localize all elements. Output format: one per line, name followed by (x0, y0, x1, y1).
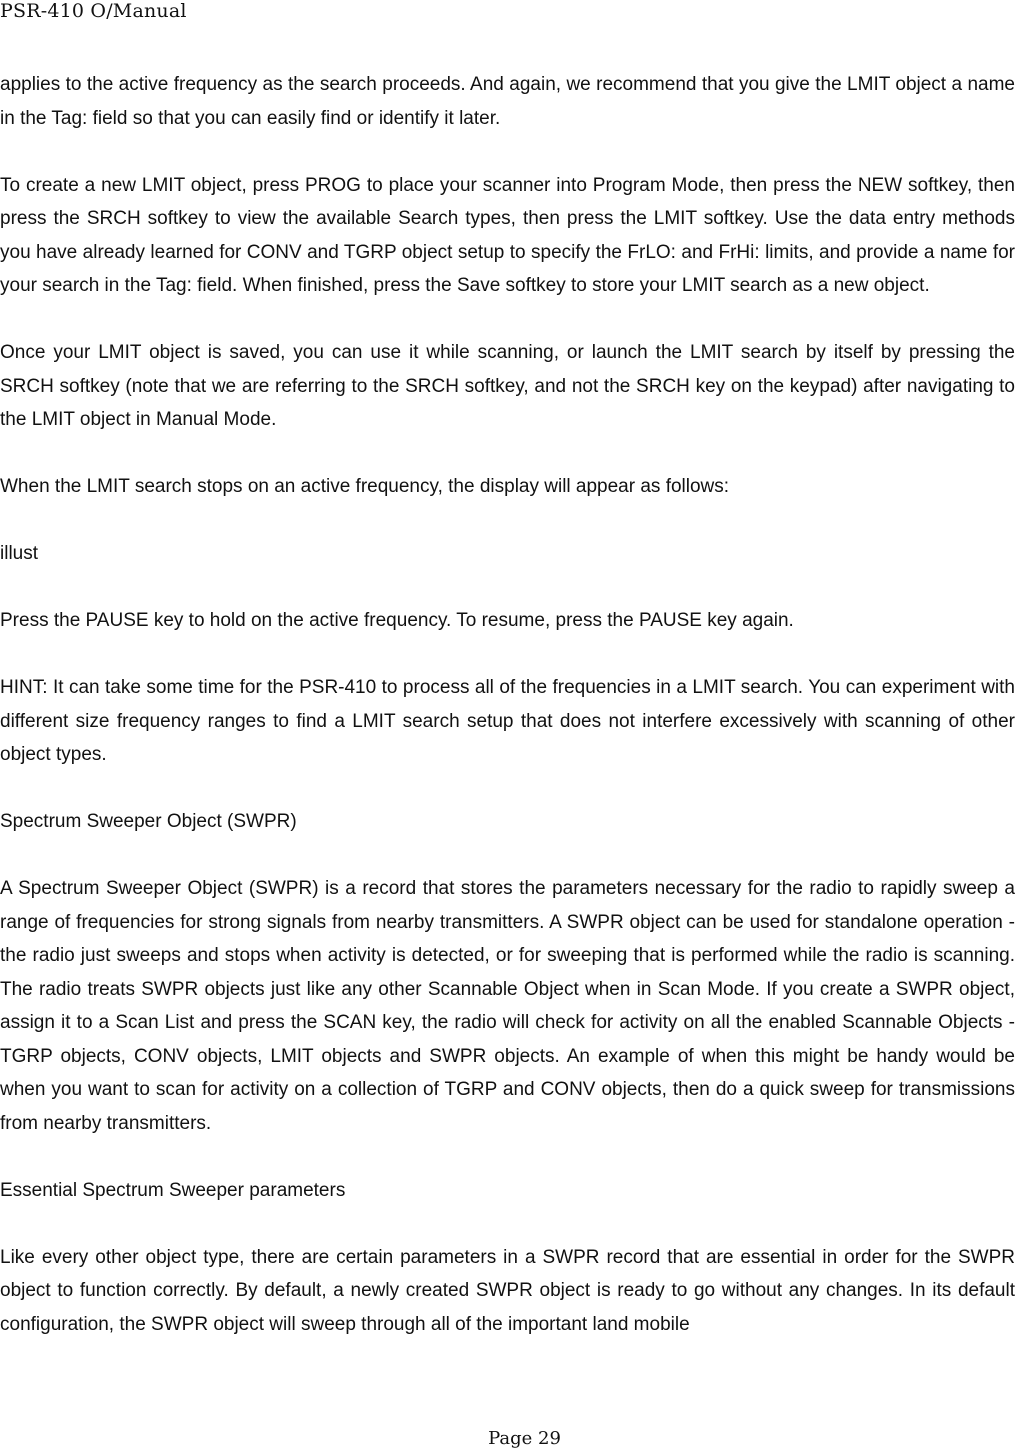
illustration-placeholder: illust (0, 543, 39, 564)
paragraph-hint: HINT: It can take some time for the PSR-410 to process all of the frequencies in a LMIT search. You can experiment with different size frequency ranges to find a LMIT search setup that does not interfere excessively with scanning of other object types. (0, 677, 1015, 765)
paragraph-pause: Press the PAUSE key to hold on the active frequency. To resume, press the PAUSE key again. (0, 610, 794, 631)
paragraph-use-lmit: Once your LMIT object is saved, you can use it while scanning, or launch the LMIT search by itself by pressing the SRCH softkey (note that we are referring to the SRCH softkey, and not the SRCH key on the keypad) after navigating to the LMIT object in Manual Mode. (0, 342, 1015, 430)
page-number: Page 29 (488, 1428, 561, 1449)
section-heading-swpr: Spectrum Sweeper Object (SWPR) (0, 811, 297, 832)
document-header: PSR-410 O/Manual (0, 0, 187, 22)
section-heading-essential-parameters: Essential Spectrum Sweeper parameters (0, 1179, 346, 1201)
paragraph-display-intro: When the LMIT search stops on an active frequency, the display will appear as follows: (0, 476, 730, 497)
paragraph-create-lmit: To create a new LMIT object, press PROG to place your scanner into Program Mode, then press the NEW softkey, then press the SRCH softkey to view the available Search types, then press the LMIT softkey. Use the data entry methods you have already learned for CONV and TGRP object setup to specify the FrLO: and FrHi: limits, and provide a name for your search in the Tag: field. When finished, press the Save softkey to store your LMIT search as a new object. (0, 174, 1015, 296)
document-body (0, 68, 1015, 1375)
paragraph-lmit-tag: applies to the active frequency as the search proceeds. And again, we recommend that you give the LMIT object a name in the Tag: field so that you can easily find or identify it later. (0, 74, 1015, 129)
paragraph-essential-parameters: Like every other object type, there are certain parameters in a SWPR record that are essential in order for the SWPR object to function correctly. By default, a newly created SWPR object is ready to go without any changes. In its default configuration, the SWPR object will sweep through all of the important land mobile (0, 1246, 1015, 1335)
paragraph-swpr-description: A Spectrum Sweeper Object (SWPR) is a record that stores the parameters necessary for the radio to rapidly sweep a range of frequencies for strong signals from nearby transmitters. A SWPR object can be used for standalone operation - the radio just sweeps and stops when activity is detected, or for sweeping that is performed while the radio is scanning. The radio treats SWPR objects just like any other Scannable Object when in Scan Mode. If you create a SWPR object, assign it to a Scan List and press the SCAN key, the radio will check for activity on all the enabled Scannable Objects - TGRP objects, CONV objects, LMIT objects and SWPR objects. An example of when this might be handy would be when you want to scan for activity on a collection of TGRP and CONV objects, then do a quick sweep for transmissions from nearby transmitters. (0, 878, 1015, 1134)
